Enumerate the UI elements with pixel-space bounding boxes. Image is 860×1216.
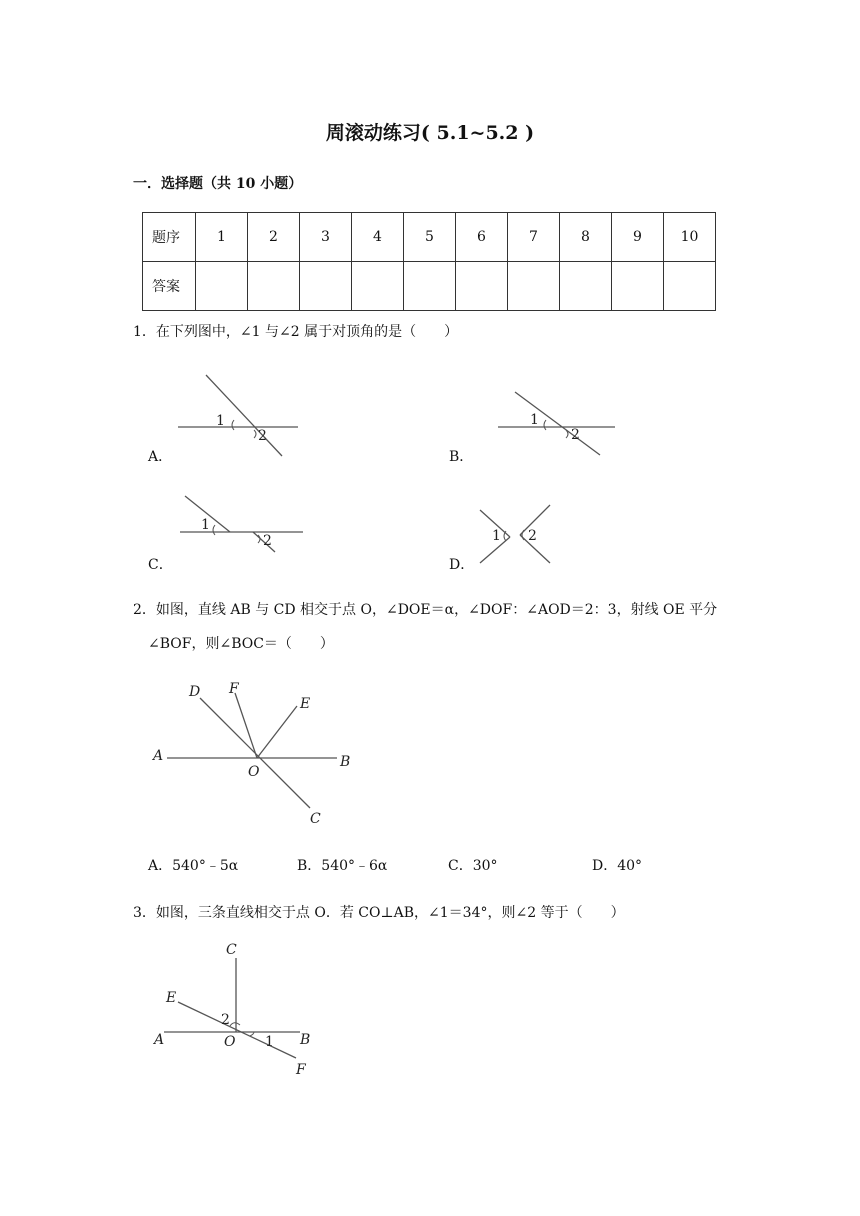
- q1-figure-a: [170, 370, 310, 460]
- q1-figure-d: [470, 495, 560, 570]
- q1-option-d[interactable]: D．: [449, 557, 475, 573]
- point-o-label: O: [224, 1034, 236, 1050]
- answer-cell[interactable]: [352, 262, 404, 311]
- q1-option-a[interactable]: A．: [148, 449, 173, 465]
- answer-cell[interactable]: [456, 262, 508, 311]
- point-b-label: B: [340, 754, 351, 770]
- answer-cell[interactable]: [664, 262, 716, 311]
- question-number-cell: 10: [664, 213, 716, 262]
- q2-figure: [145, 678, 365, 828]
- answer-cell[interactable]: [404, 262, 456, 311]
- q2-option-a[interactable]: A．540°﹣5α: [148, 858, 239, 874]
- answer-cell[interactable]: [196, 262, 248, 311]
- point-b-label: B: [300, 1032, 311, 1048]
- question-number-cell: 4: [352, 213, 404, 262]
- question-number-cell: 8: [560, 213, 612, 262]
- table-header-cell: 答案: [143, 262, 196, 311]
- point-c-label: C: [226, 942, 237, 958]
- angle-1-label: 1: [492, 528, 501, 544]
- table-row: [143, 213, 716, 262]
- point-d-label: D: [189, 684, 201, 700]
- page-title: 周滚动练习( 5.1~5.2 ): [325, 122, 535, 144]
- point-a-label: A: [154, 1032, 165, 1048]
- section-heading: 一．选择题（共 10 小题）: [133, 176, 303, 192]
- question-number-cell: 1: [196, 213, 248, 262]
- answer-cell[interactable]: [560, 262, 612, 311]
- point-a-label: A: [153, 748, 164, 764]
- table-header-cell: 题序: [143, 213, 196, 262]
- question-number-cell: 5: [404, 213, 456, 262]
- question-number-cell: 6: [456, 213, 508, 262]
- q2-option-c[interactable]: C．30°: [448, 858, 498, 874]
- angle-2-label: 2: [571, 427, 580, 443]
- angle-2-label: 2: [258, 428, 267, 444]
- q1-figure-b: [490, 385, 620, 460]
- answer-cell[interactable]: [508, 262, 560, 311]
- angle-1-label: 1: [201, 517, 210, 533]
- angle-2-label: 2: [263, 533, 272, 549]
- angle-1-label: 1: [216, 413, 225, 429]
- answer-cell[interactable]: [612, 262, 664, 311]
- question-2-text-line-2: ∠BOF，则∠BOC＝（ ）: [148, 636, 334, 652]
- angle-2-label: 2: [221, 1012, 230, 1028]
- question-number-cell: 7: [508, 213, 560, 262]
- q2-option-b[interactable]: B．540°﹣6α: [297, 858, 388, 874]
- point-e-label: E: [300, 696, 311, 712]
- question-3-text: 3．如图，三条直线相交于点 O．若 CO⊥AB，∠1＝34°，则∠2 等于（ ）: [133, 905, 625, 921]
- angle-1-label: 1: [265, 1034, 274, 1050]
- question-2-text-line-1: 2．如图，直线 AB 与 CD 相交于点 O，∠DOE＝α，∠DOF：∠AOD＝2：3，射线 OE 平分: [133, 602, 718, 618]
- answer-table: [142, 212, 716, 311]
- q1-figure-c: [175, 490, 310, 565]
- point-o-label: O: [248, 764, 260, 780]
- answer-cell[interactable]: [248, 262, 300, 311]
- angle-1-label: 1: [530, 412, 539, 428]
- point-e-label: E: [166, 990, 177, 1006]
- point-c-label: C: [310, 811, 321, 827]
- q1-option-c[interactable]: C．: [148, 557, 173, 573]
- q1-option-b[interactable]: B．: [449, 449, 474, 465]
- q3-figure: [150, 940, 330, 1080]
- question-number-cell: 9: [612, 213, 664, 262]
- answer-cell[interactable]: [300, 262, 352, 311]
- question-number-cell: 3: [300, 213, 352, 262]
- table-row: [143, 262, 716, 311]
- angle-2-label: 2: [528, 528, 537, 544]
- q2-option-d[interactable]: D．40°: [592, 858, 643, 874]
- point-f-label: F: [296, 1062, 306, 1078]
- question-number-cell: 2: [248, 213, 300, 262]
- question-1-text: 1．在下列图中，∠1 与∠2 属于对顶角的是（ ）: [133, 324, 459, 340]
- point-f-label: F: [229, 681, 239, 697]
